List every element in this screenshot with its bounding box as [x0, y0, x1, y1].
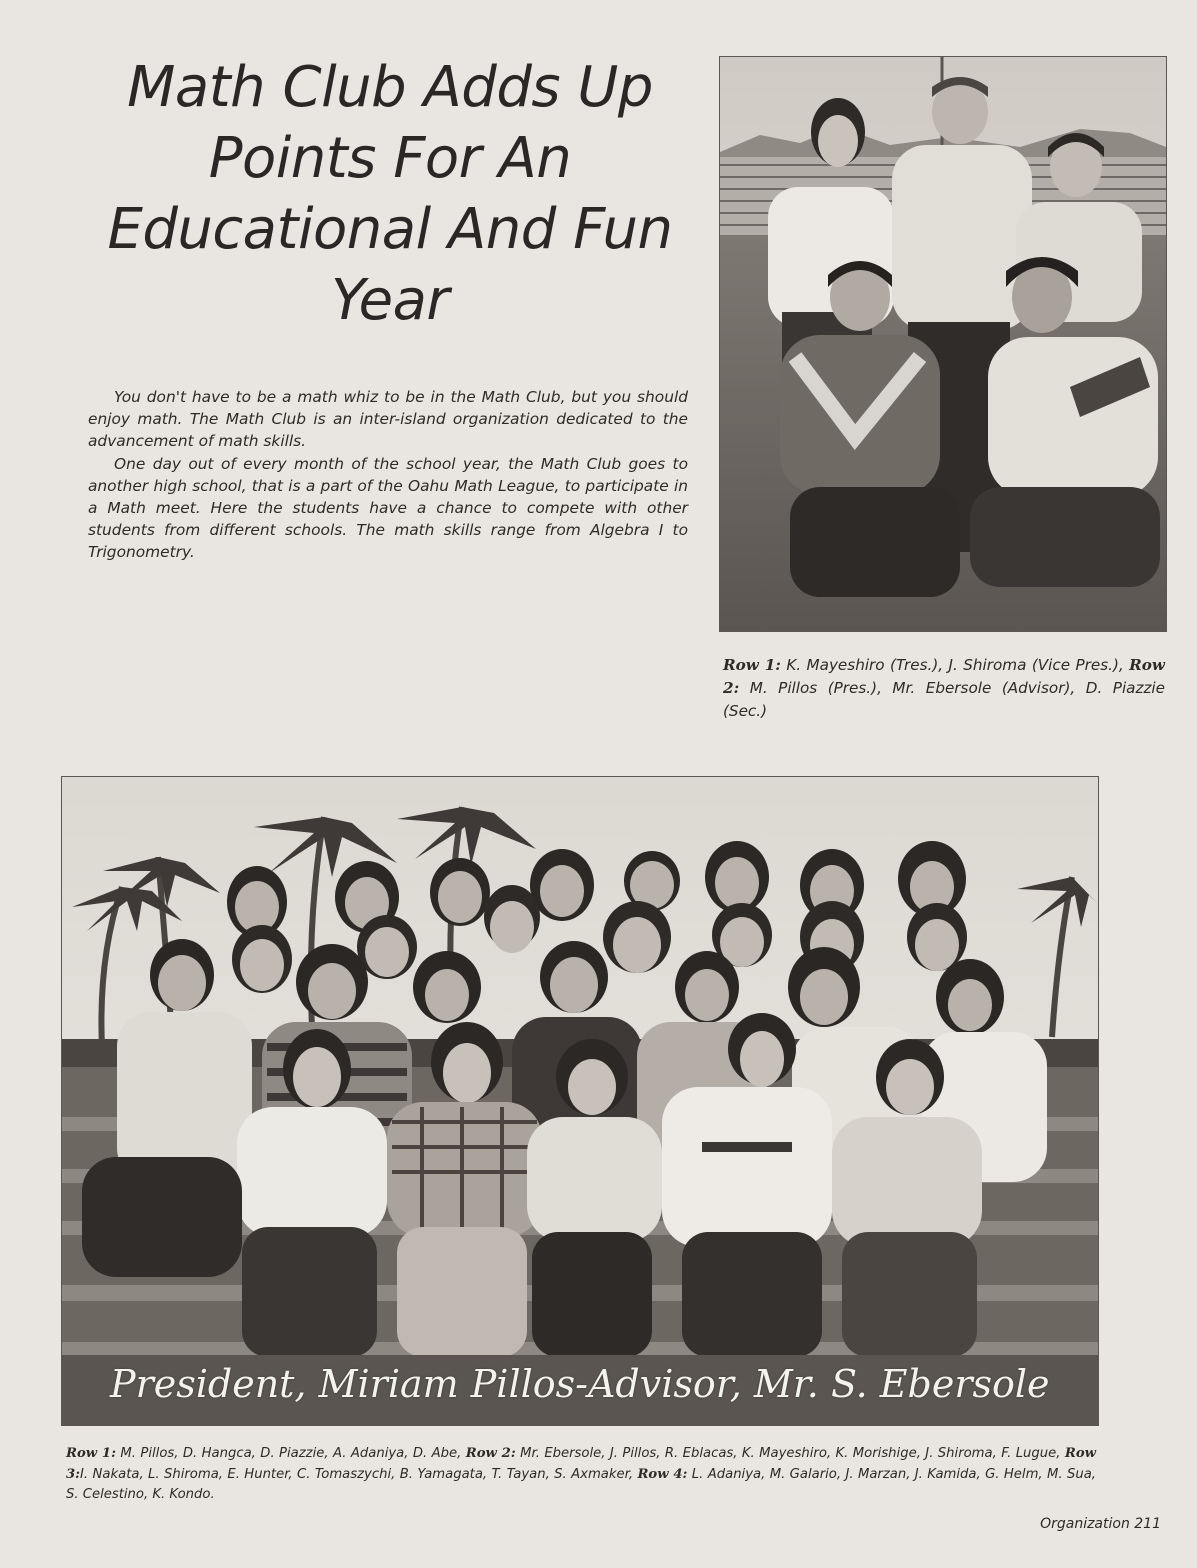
article-body: [88, 386, 688, 564]
caption-names: Mr. Ebersole, J. Pillos, R. Eblacas, K. Mayeshiro, K. Morishige, J. Shiroma, F. Lugue,: [515, 1446, 1065, 1461]
headline-line: Year: [331, 268, 449, 333]
body-paragraph: One day out of every month of the school year, the Math Club goes to another high school, that is a part of the Oahu Math League, to participate in a Math meet. Here the students have a chance to compete with other students from different schools. The math skills range from Algebra I to Trigonometry.: [88, 454, 688, 562]
page-headline: [60, 52, 720, 336]
headline-line: Educational And Fun: [107, 197, 673, 262]
row-label: Row 2:: [723, 656, 1165, 697]
row-label: Row 1:: [723, 656, 781, 674]
officers-caption: [723, 654, 1165, 723]
caption-names: K. Mayeshiro (Tres.), J. Shiroma (Vice Pres.),: [780, 656, 1130, 674]
caption-names: I. Nakata, L. Shiroma, E. Hunter, C. Tomaszychi, B. Yamagata, T. Tayan, S. Axmaker,: [80, 1466, 638, 1482]
headline-line: Math Club Adds Up: [127, 55, 653, 120]
row-label: Row 4:: [637, 1466, 688, 1482]
officers-photo-image: [720, 57, 1166, 631]
group-photo-image: [62, 777, 1098, 1425]
headline-line: Points For An: [208, 126, 572, 191]
row-label: Row 3:: [66, 1446, 1096, 1482]
officers-photo: [719, 56, 1167, 632]
row-label: Row 2:: [465, 1446, 516, 1461]
caption-names: M. Pillos, D. Hangca, D. Piazzie, A. Adaniya, D. Abe,: [115, 1446, 466, 1461]
caption-names: M. Pillos (Pres.), Mr. Ebersole (Advisor), D. Piazzie (Sec.): [723, 679, 1165, 720]
row-label: Row 1:: [66, 1446, 116, 1461]
group-caption: [66, 1444, 1096, 1506]
group-photo: [61, 776, 1099, 1426]
page-folio: Organization 211: [1040, 1516, 1161, 1532]
caption-names: L. Adaniya, M. Galario, J. Marzan, J. Kamida, G. Helm, M. Sua, S. Celestino, K. Kondo.: [66, 1466, 1096, 1502]
body-paragraph: You don't have to be a math whiz to be in the Math Club, but you should enjoy math. The Math Club is an inter-island organization dedicated to the advancement of math skills.: [88, 388, 688, 451]
group-photo-overlay-text: President, Miriam Pillos-Advisor, Mr. S. Ebersole: [110, 1362, 1050, 1406]
